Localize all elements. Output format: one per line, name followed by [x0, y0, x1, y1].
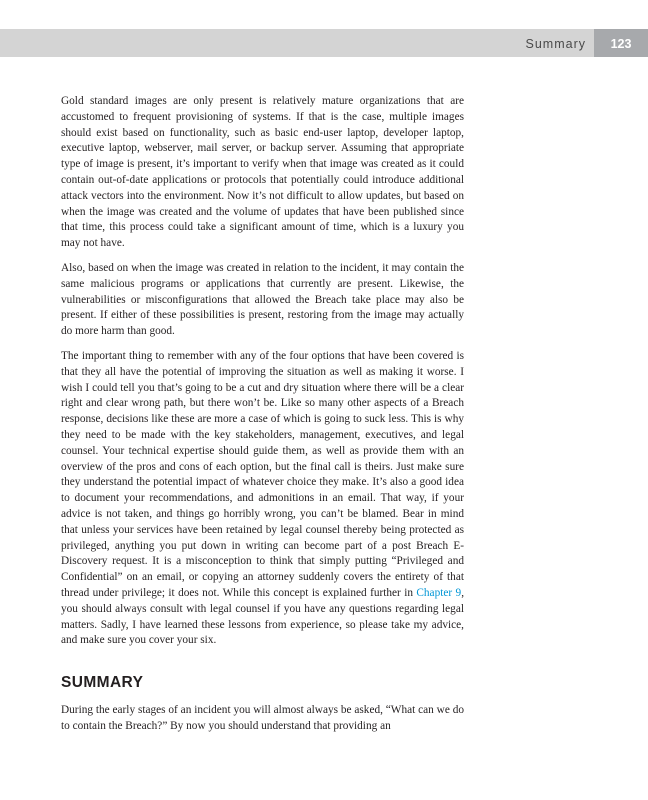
- paragraph-gold-standard-images: Gold standard images are only present is relatively mature organizations that are accustomed to frequent provisioning of systems. If that is the case, multiple images should exist based on functionality, such as basic end-user laptop, developer laptop, executive laptop, webserver, mail server, or backup server. Assuming that appropriate type of image is present, it’s important to verify when that image was created as it could contain out-of-date applications or protocols that potentially could introduce additional attack vectors into the environment. Now it’s not difficult to allow updates, but based on when the image was created and the volume of updates that have been published since that time, this process could take a significant amount of time, which is a luxury you may not have.: [61, 95, 464, 250]
- paragraph-text-after-link: , you should always consult with legal counsel if you have any questions regarding legal matters. Sadly, I have learned these lessons from experience, so please take my advice, and make sure you cover your six.: [61, 586, 465, 647]
- page-number: 123: [610, 37, 632, 51]
- body-text: [61, 94, 464, 744]
- paragraph-summary: During the early stages of an incident you will almost always be asked, “What can we do to contain the Breach?” By now you should understand that providing an: [61, 704, 464, 732]
- page-number-box: [594, 29, 648, 57]
- running-header: [0, 29, 648, 57]
- summary-heading: SUMMARY: [61, 674, 144, 692]
- running-title: Summary: [525, 37, 586, 51]
- chapter-9-link[interactable]: Chapter 9: [416, 586, 462, 599]
- paragraph-text-before-link: The important thing to remember with any of the four options that have been covered is that they all have the potential of improving the situation as well as making it worse. I wish I could tell you that’s going to be a cut and dry situation where there will be a clear right and clear wrong path, but there won’t be. Like so many other aspects of a Breach response, decisions like these are more a case of which is going to suck less. This is why they need to be made with the key stakeholders, management, executives, and legal counsel. Your technical expertise should guide them, as well as provide them with an overview of the pros and cons of each option, but the final call is theirs. Just make sure they understand the potential impact of whatever choice they make. It’s also a good idea to document your recommendations, and admonitions in an email. That way, if your advice is not taken, and things go horribly wrong, you can’t be blamed. Bear in mind that unless your services have been retained by legal counsel thereby being protected as privileged, anything you put down in writing can become part of a post Breach E-Discovery request. It is a misconception to think that simply putting “Privileged and Confidential” on an email, or copying an attorney suddenly covers the entirety of that thread under privilege; it does not. While this concept is explained further in: [61, 349, 464, 599]
- paragraph-image-timing: Also, based on when the image was created in relation to the incident, it may contain the same malicious programs or applications that currently are present. Likewise, the vulnerabilities or misconfigurations that allowed the Breach take place may also be present. If either of these possibilities is present, restoring from the image may actually do more harm than good.: [61, 261, 464, 338]
- paragraph-important-thing: [61, 349, 464, 649]
